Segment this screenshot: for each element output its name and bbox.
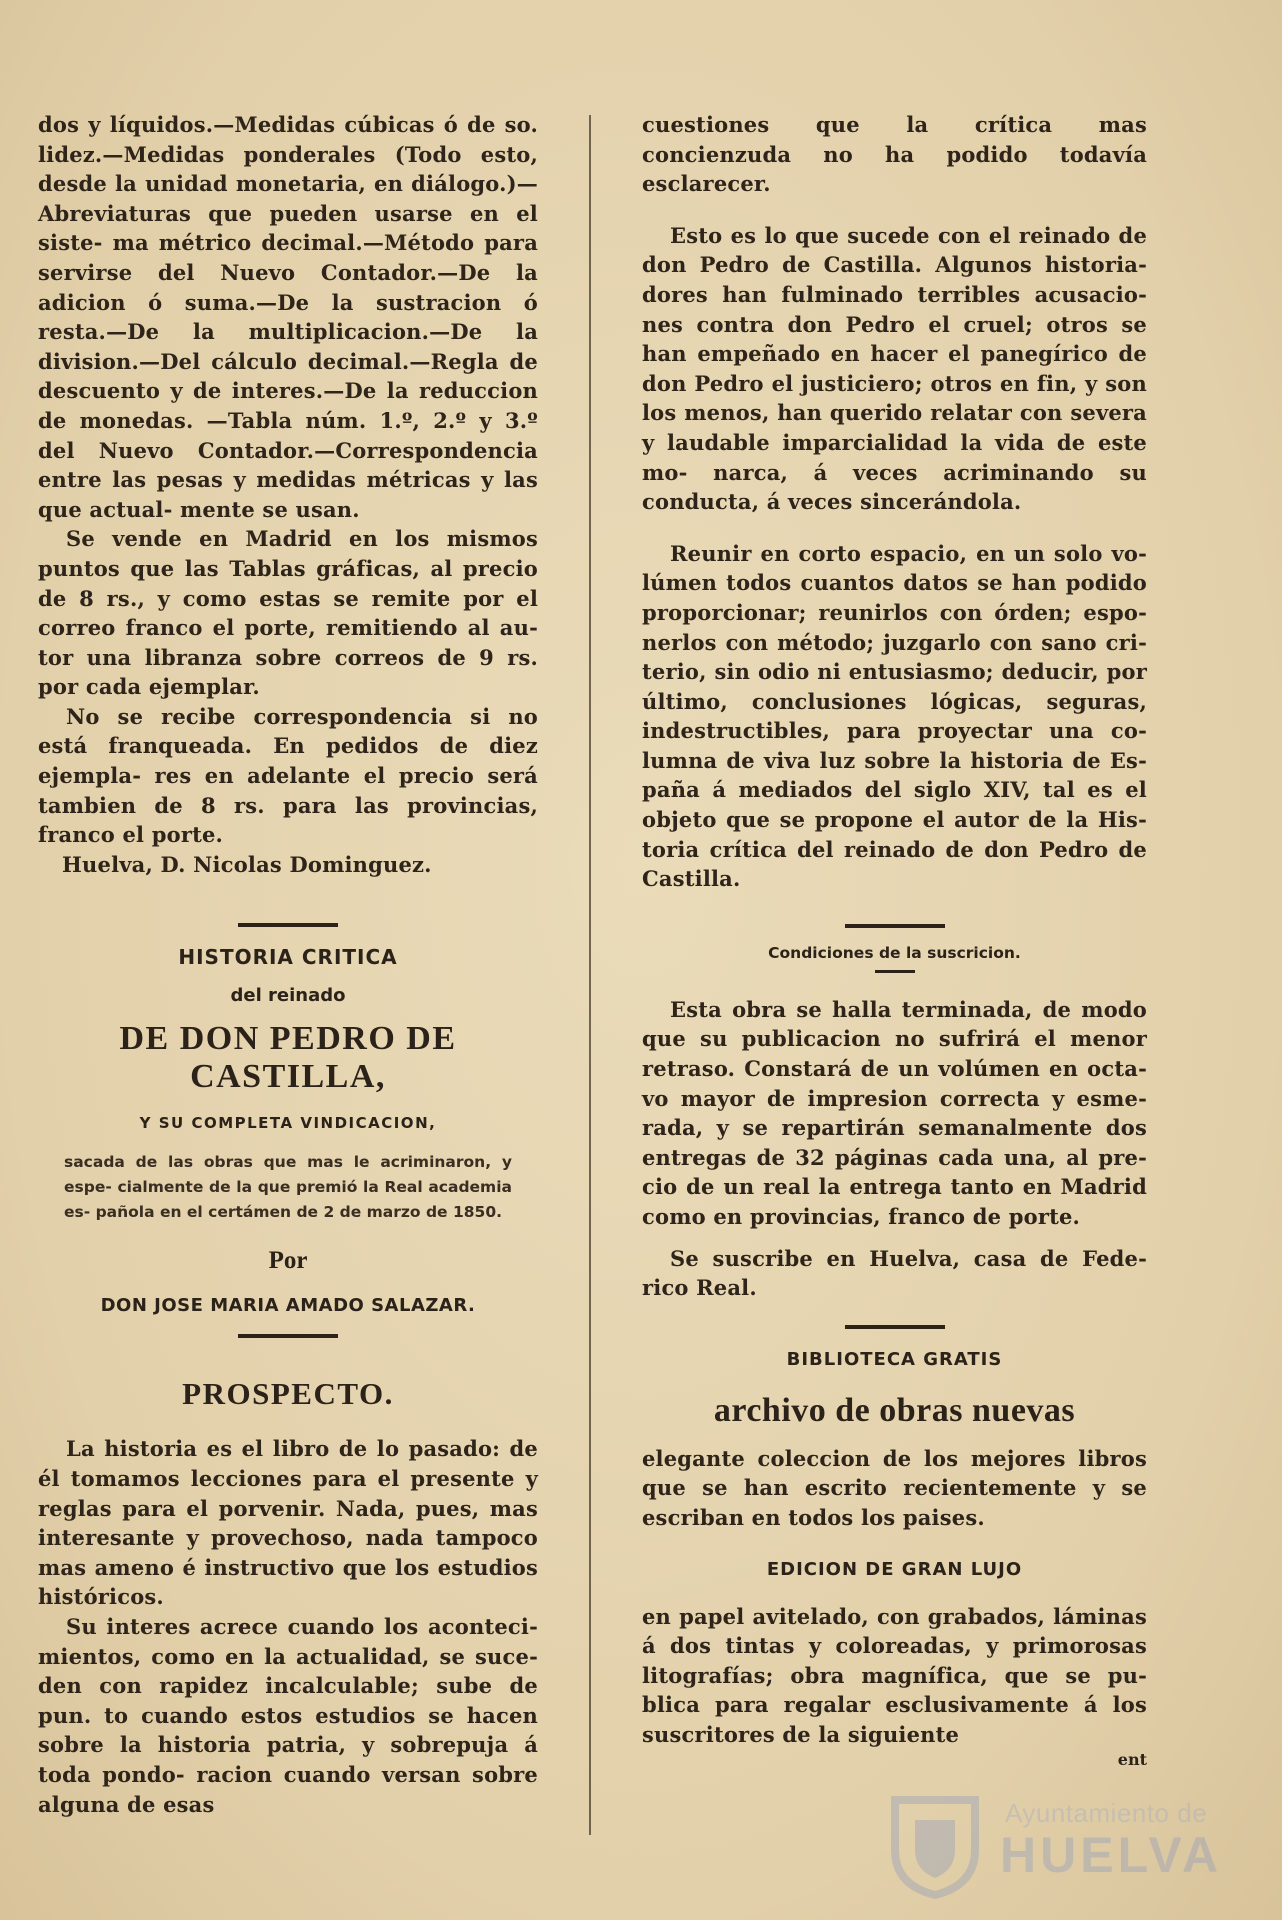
left-para-2: Se vende en Madrid en los mismos puntos que las Tablas gráficas, al precio de 8 rs., y como estas se remite por el correo franco el porte, remitiendo al au- tor una libranza sobre correos de 9 rs. por cada ejemplar. [38, 526, 538, 700]
column-divider [589, 115, 591, 1835]
right-para-7: en papel avitelado, con grabados, láminas á dos tintas y coloreadas, y primorosas litografías; obra magnífica, que se pu- blica para regalar esclusivamente á los suscritores de la siguiente [642, 1603, 1147, 1747]
catchword: ent [1117, 1749, 1147, 1769]
historia-author: DON JOSE MARIA AMADO SALAZAR. [100, 1295, 476, 1317]
author-rule [238, 1334, 338, 1338]
conditions-rule-top [845, 924, 945, 928]
right-para-1: cuestiones que la crítica mas concienzuda no ha podido todavía esclarecer. [642, 112, 1147, 197]
right-para-6: elegante coleccion de los mejores libros que se han escrito recientemente y se escriban en todos los paises. [642, 1445, 1147, 1530]
huelva-shield-icon [880, 1790, 990, 1900]
historia-main-title: DE DON PEDRO DE CASTILLA, [119, 1020, 457, 1096]
historia-title: HISTORIA CRITICA [178, 945, 398, 970]
signature: Huelva, D. Nicolas Dominguez. [62, 851, 432, 877]
left-para-5: Su interes acrece cuando los aconteci- mientos, como en la actualidad, se suce- den con rapidez incalculable; sube de pun. to cuando estos estudios se hacen sobre la historia patria, y sobrepuja á toda pondo- racion cuando versan sobre alguna de esas [38, 1614, 538, 1817]
conditions-heading: Condiciones de la suscricion. [768, 943, 1021, 962]
edicion-heading: EDICION DE GRAN LUJO [766, 1558, 1023, 1580]
archivo-heading: archivo de obras nuevas [713, 1391, 1076, 1429]
biblioteca-rule [845, 1325, 945, 1329]
right-para-4: Esta obra se halla terminada, de modo que su publicacion no sufrirá el menor retraso. Constará de un volúmen en octa- vo mayor de impresion correcta y esme- rada, y se repartirán semanalmente dos entregas de 32 páginas cada una, al pre- cio de un real la entrega tanto en Madrid como en provincias, franco de porte. [642, 996, 1147, 1229]
section-rule [238, 923, 338, 927]
biblioteca-heading: BIBLIOTECA GRATIS [786, 1348, 1003, 1370]
left-column [38, 110, 538, 1819]
right-column [642, 110, 1147, 1769]
right-para-5: Se suscribe en Huelva, casa de Fede- rico Real. [642, 1245, 1147, 1301]
left-para-3: No se recibe correspondencia si no está franqueada. En pedidos de diez ejempla- res en adelante el precio será tambien de 8 rs. para las provincias, franco el porte. [38, 703, 538, 848]
right-para-2: Esto es lo que sucede con el reinado de don Pedro de Castilla. Algunos historia- dores han fulminado terribles acusacio- nes contra don Pedro el cruel; otros se han empeñado en hacer el panegírico de don Pedro el justiciero; otros en fin, y son los menos, han querido relatar con severa y laudable imparcialidad la vida de este mo- narca, á veces acriminando su conducta, á veces sincerándola. [642, 222, 1147, 515]
left-para-1: dos y líquidos.—Medidas cúbicas ó de so. lidez.—Medidas ponderales (Todo esto, desde la unidad monetaria, en diálogo.)— Abreviaturas que pueden usarse en el siste- ma métrico decimal.—Método para servirse del Nuevo Contador.—De la adicion ó suma.—De la sustracion ó resta.—De la multiplicacion.—De la division.—Del cálculo decimal.—Regla de descuento y de interes.—De la reduccion de monedas. —Tabla núm. 1.º, 2.º y 3.º del Nuevo Contador.—Correspondencia entre las pesas y medidas métricas y las que actual- mente se usan. [38, 112, 538, 522]
right-para-3: Reunir en corto espacio, en un solo vo- lúmen todos cuantos datos se han podido proporcionar; reunirlos con órden; espo- nerlos con método; juzgarlo con sano cri- terio, sin odio ni entusiasmo; deducir, por último, conclusiones lógicas, seguras, indestructibles, para proyectar una co- lumna de viva luz sobre la historia de Es- paña á mediados del siglo XIV, tal es el objeto que se propone el autor de la His- toria crítica del reinado de don Pedro de Castilla. [642, 540, 1147, 892]
watermark-line-1: Ayuntamiento de [1005, 1798, 1208, 1828]
left-para-4: La historia es el libro de lo pasado: de él tomamos lecciones para el presente y reglas para el porvenir. Nada, pues, mas interesante y provechoso, nada tampoco mas ameno é instructivo que los estudios históricos. [38, 1436, 538, 1610]
historia-subtitle: del reinado [230, 985, 346, 1007]
historia-por: Por [268, 1247, 308, 1275]
historia-note: sacada de las obras que mas le acriminaron, y espe- cialmente de la que premió la Real academia es- pañola en el certámen de 2 de marzo de 1850. [64, 1153, 512, 1222]
watermark-line-2: HUELVA [1000, 1827, 1223, 1883]
archive-watermark [870, 1790, 1260, 1910]
prospecto-heading: PROSPECTO. [182, 1376, 394, 1412]
historia-vindicacion: Y SU COMPLETA VINDICACION, [139, 1114, 437, 1133]
